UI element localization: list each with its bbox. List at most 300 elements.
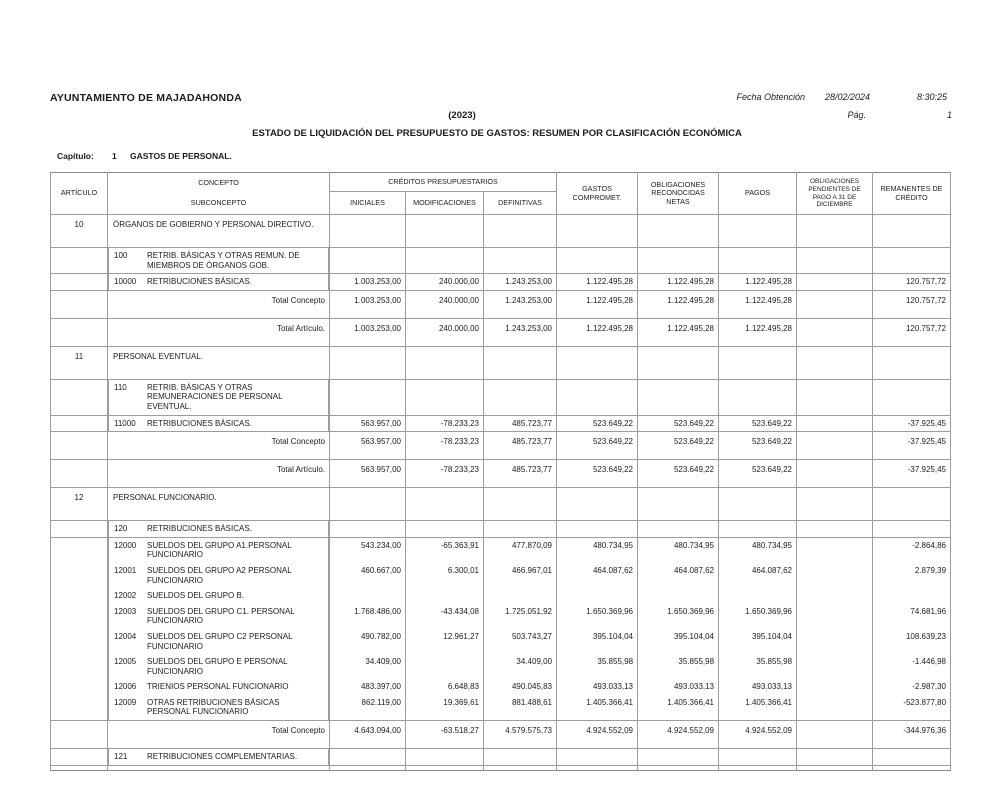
value-cell: -78.233,23: [406, 415, 484, 432]
value-cell: [330, 248, 406, 274]
value-cell: -344.976,36: [873, 721, 951, 749]
value-cell: [330, 215, 406, 248]
value-cell: 485.723,77: [484, 432, 557, 460]
value-cell: [484, 588, 557, 604]
value-cell: [797, 588, 873, 604]
col-header-definitivas: DEFINITIVAS: [484, 192, 557, 215]
value-cell: 466.967,01: [484, 563, 557, 588]
value-cell: 480.734,95: [638, 537, 719, 563]
value-cell: [797, 521, 873, 538]
sub-code: 12003: [114, 606, 137, 616]
table-row-12003: [51, 604, 951, 629]
value-cell: [557, 765, 638, 770]
value-cell: [638, 765, 719, 770]
articulo-code-cell: [51, 248, 108, 274]
table-row-12002: [51, 588, 951, 604]
value-cell: [638, 248, 719, 274]
concepto-cell: [108, 654, 329, 679]
value-cell: 464.087,62: [719, 563, 797, 588]
value-cell: [638, 346, 719, 379]
col-header-pagos: PAGOS: [719, 173, 797, 215]
table-row-11000: [51, 415, 951, 432]
value-cell: 490.045,83: [484, 679, 557, 695]
value-cell: -2.987,30: [873, 679, 951, 695]
articulo-code-cell: [51, 563, 108, 588]
articulo-code-cell: [51, 318, 108, 346]
col-header-obligaciones-pendientes: OBLIGACIONES PENDIENTES DE PAGO A 31 DE DICIEMBRE: [797, 173, 873, 215]
value-cell: -65.363,91: [406, 537, 484, 563]
value-cell: -37.925,45: [873, 432, 951, 460]
value-cell: [719, 379, 797, 415]
sub-description: OTRAS RETRIBUCIONES BÁSICAS PERSONAL FUNCIONARIO: [147, 697, 280, 717]
value-cell: [873, 588, 951, 604]
value-cell: [330, 749, 406, 766]
value-cell: [557, 248, 638, 274]
value-cell: 1.650.369,96: [557, 604, 638, 629]
value-cell: 240.000,00: [406, 290, 484, 318]
value-cell: -37.925,45: [873, 460, 951, 488]
pagina-value: 1: [946, 110, 952, 120]
concepto-cell: [108, 416, 329, 432]
capitulo-label: Capítulo:: [57, 151, 94, 161]
concepto-cell: [108, 274, 329, 290]
col-header-subconcepto: SUBCONCEPTO: [190, 197, 247, 207]
articulo-code-cell: [51, 765, 108, 770]
value-cell: 2.879,39: [873, 563, 951, 588]
value-cell: [406, 488, 484, 521]
value-cell: [330, 379, 406, 415]
value-cell: 35.855,98: [638, 654, 719, 679]
value-cell: [406, 654, 484, 679]
value-cell: 1.122.495,28: [719, 274, 797, 291]
value-cell: 480.734,95: [557, 537, 638, 563]
value-cell: [484, 521, 557, 538]
value-cell: [797, 432, 873, 460]
value-cell: -63.518,27: [406, 721, 484, 749]
col-header-iniciales: INICIALES: [330, 192, 406, 215]
value-cell: [873, 379, 951, 415]
value-cell: [406, 749, 484, 766]
value-cell: 1.768.486,00: [330, 604, 406, 629]
articulo-description: ÓRGANOS DE GOBIERNO Y PERSONAL DIRECTIVO.: [113, 220, 314, 229]
concepto-cell: [108, 460, 330, 488]
articulo-code-cell: [51, 537, 108, 563]
table-row-120: [51, 521, 951, 538]
value-cell: [719, 346, 797, 379]
value-cell: [484, 749, 557, 766]
fecha-obtencion-time: 8:30:25: [916, 92, 947, 102]
value-cell: [638, 588, 719, 604]
value-cell: 460.667,00: [330, 563, 406, 588]
value-cell: 1.122.495,28: [638, 290, 719, 318]
value-cell: [797, 488, 873, 521]
concepto-cell: [108, 318, 330, 346]
value-cell: 477.870,09: [484, 537, 557, 563]
value-cell: 1.243.253,00: [484, 318, 557, 346]
fecha-obtencion-label: Fecha Obtención: [736, 92, 805, 102]
concepto-cell: [108, 695, 329, 720]
value-cell: 1.122.495,28: [557, 290, 638, 318]
table-header: [51, 173, 951, 215]
col-header-articulo: ARTÍCULO: [51, 173, 108, 215]
value-cell: [557, 215, 638, 248]
concepto-code: 110: [114, 382, 127, 392]
value-cell: 4.924.552,09: [719, 721, 797, 749]
value-cell: [638, 215, 719, 248]
value-cell: 4.579.575,73: [484, 721, 557, 749]
articulo-code-cell: [51, 379, 108, 415]
value-cell: -43.434,08: [406, 604, 484, 629]
value-cell: 543.234,00: [330, 537, 406, 563]
table-row-11: [51, 346, 951, 379]
value-cell: -78.233,23: [406, 460, 484, 488]
value-cell: 12.961,27: [406, 629, 484, 654]
value-cell: [873, 521, 951, 538]
sub-code: 12004: [114, 631, 137, 641]
sub-code: 12001: [114, 565, 137, 575]
sub-description: SUELDOS DEL GRUPO C1. PERSONAL FUNCIONARIO: [147, 606, 295, 626]
table-row-12005: [51, 654, 951, 679]
sub-description: RETRIBUCIONES BÁSICAS.: [147, 418, 252, 428]
value-cell: 480.734,95: [719, 537, 797, 563]
total-label: Total Concepto: [271, 295, 325, 305]
value-cell: [719, 215, 797, 248]
concepto-cell: [108, 765, 330, 770]
value-cell: [330, 588, 406, 604]
value-cell: 240.000,00: [406, 318, 484, 346]
value-cell: [406, 346, 484, 379]
value-cell: [557, 588, 638, 604]
value-cell: 464.087,62: [557, 563, 638, 588]
concepto-code: 121: [114, 752, 128, 762]
value-cell: 1.122.495,28: [719, 318, 797, 346]
concepto-description: RETRIBUCIONES COMPLEMENTARIAS.: [147, 752, 298, 762]
table-row-100: [51, 248, 951, 274]
value-cell: -78.233,23: [406, 432, 484, 460]
value-cell: [484, 215, 557, 248]
value-cell: 563.957,00: [330, 432, 406, 460]
articulo-code-cell: 11: [51, 346, 108, 379]
table-row-10000: [51, 274, 951, 291]
col-header-concepto-subconcepto: [108, 173, 330, 215]
value-cell: 4.643.094,00: [330, 721, 406, 749]
table-row-12006: [51, 679, 951, 695]
value-cell: [406, 215, 484, 248]
value-cell: -523.877,80: [873, 695, 951, 721]
pagina-label: Pág.: [847, 110, 866, 120]
sub-description: SUELDOS DEL GRUPO B.: [147, 591, 245, 601]
sub-code: 11000: [114, 418, 136, 428]
value-cell: 523.649,22: [638, 415, 719, 432]
value-cell: [797, 248, 873, 274]
value-cell: [797, 318, 873, 346]
value-cell: 862.119,00: [330, 695, 406, 721]
value-cell: [797, 721, 873, 749]
total-label: Total Artículo.: [276, 465, 325, 475]
concepto-cell: [108, 380, 329, 415]
table-row-12001: [51, 563, 951, 588]
col-header-obligaciones-reconocidas: OBLIGACIONES RECONOCIDAS NETAS: [638, 173, 719, 215]
value-cell: 240.000,00: [406, 274, 484, 291]
concepto-cell: [108, 290, 330, 318]
sub-description: RETRIBUCIONES BÁSICAS.: [147, 277, 252, 287]
value-cell: [797, 379, 873, 415]
value-cell: 4.924.552,09: [638, 721, 719, 749]
value-cell: 523.649,22: [719, 432, 797, 460]
value-cell: 523.649,22: [719, 460, 797, 488]
concepto-cell: [108, 248, 329, 273]
value-cell: [557, 346, 638, 379]
value-cell: 1.243.253,00: [484, 274, 557, 291]
value-cell: 563.957,00: [330, 415, 406, 432]
value-cell: [797, 765, 873, 770]
table-row-12009: [51, 695, 951, 721]
value-cell: 1.122.495,28: [638, 274, 719, 291]
value-cell: 493.033,13: [719, 679, 797, 695]
value-cell: [797, 695, 873, 721]
value-cell: [873, 346, 951, 379]
value-cell: -1.446,98: [873, 654, 951, 679]
value-cell: 483.397,00: [330, 679, 406, 695]
articulo-code-cell: [51, 588, 108, 604]
table-row-empty: [51, 765, 951, 770]
value-cell: [484, 488, 557, 521]
value-cell: [638, 488, 719, 521]
table-row-total-art-culo-: [51, 318, 951, 346]
value-cell: 464.087,62: [638, 563, 719, 588]
articulo-code-cell: [51, 521, 108, 538]
value-cell: 493.033,13: [638, 679, 719, 695]
concepto-description: RETRIBUCIONES BÁSICAS.: [147, 524, 252, 534]
capitulo-number: 1: [112, 151, 117, 161]
value-cell: -2.864,86: [873, 537, 951, 563]
sub-code: 12006: [114, 682, 137, 692]
organization-name: AYUNTAMIENTO DE MAJADAHONDA: [50, 92, 242, 104]
value-cell: [484, 346, 557, 379]
total-label: Total Artículo.: [276, 323, 325, 333]
articulo-code-cell: [51, 721, 108, 749]
articulo-code-cell: [51, 749, 108, 766]
value-cell: [557, 488, 638, 521]
sub-code: 12000: [114, 540, 137, 550]
value-cell: 120.757,72: [873, 318, 951, 346]
value-cell: 490.782,00: [330, 629, 406, 654]
value-cell: [406, 765, 484, 770]
value-cell: 523.649,22: [557, 460, 638, 488]
value-cell: [797, 563, 873, 588]
value-cell: [330, 521, 406, 538]
value-cell: 19.369,61: [406, 695, 484, 721]
table-row-total-concepto: [51, 290, 951, 318]
value-cell: [873, 248, 951, 274]
concepto-code: 120: [114, 524, 128, 534]
value-cell: 1.122.495,28: [638, 318, 719, 346]
articulo-description: PERSONAL FUNCIONARIO.: [113, 493, 217, 503]
value-cell: [719, 248, 797, 274]
value-cell: [638, 521, 719, 538]
value-cell: 34.409,00: [330, 654, 406, 679]
concepto-description: RETRIB. BÁSICAS Y OTRAS REMUN. DE MIEMBROS DE ÓRGANOS GOB.: [147, 251, 300, 270]
concepto-cell: [108, 679, 329, 695]
value-cell: [557, 749, 638, 766]
articulo-code-cell: [51, 695, 108, 721]
sub-description: SUELDOS DEL GRUPO A2 PERSONAL FUNCIONARIO: [147, 565, 292, 585]
value-cell: 1.405.366,41: [638, 695, 719, 721]
concepto-cell: [108, 488, 330, 521]
col-header-concepto: CONCEPTO: [198, 177, 239, 187]
articulo-code-cell: [51, 654, 108, 679]
table-row-12000: [51, 537, 951, 563]
value-cell: [797, 749, 873, 766]
value-cell: [406, 521, 484, 538]
value-cell: 523.649,22: [557, 415, 638, 432]
value-cell: 1.122.495,28: [557, 274, 638, 291]
col-header-modificaciones: MODIFICACIONES: [406, 192, 484, 215]
total-label: Total Concepto: [271, 726, 325, 736]
ejercicio-year: (2023): [448, 110, 476, 121]
budget-table: [50, 172, 951, 771]
value-cell: 1.243.253,00: [484, 290, 557, 318]
value-cell: [719, 521, 797, 538]
value-cell: [484, 379, 557, 415]
concepto-cell: [108, 215, 330, 248]
value-cell: 1.003.253,00: [330, 274, 406, 291]
value-cell: [797, 274, 873, 291]
sub-description: SUELDOS DEL GRUPO E PERSONAL FUNCIONARIO: [147, 657, 288, 676]
value-cell: 395.104,04: [719, 629, 797, 654]
value-cell: [557, 379, 638, 415]
value-cell: 881.488,61: [484, 695, 557, 721]
value-cell: 120.757,72: [873, 290, 951, 318]
value-cell: [873, 749, 951, 766]
value-cell: [719, 488, 797, 521]
value-cell: 6.300,01: [406, 563, 484, 588]
total-label: Total Concepto: [271, 437, 325, 447]
value-cell: [797, 290, 873, 318]
articulo-code-cell: 12: [51, 488, 108, 521]
table-row-12: [51, 488, 951, 521]
value-cell: [484, 765, 557, 770]
concepto-cell: [108, 346, 330, 379]
capitulo-name: GASTOS DE PERSONAL.: [130, 151, 232, 161]
value-cell: 1.650.369,96: [638, 604, 719, 629]
value-cell: 563.957,00: [330, 460, 406, 488]
articulo-code-cell: [51, 415, 108, 432]
value-cell: 485.723,77: [484, 460, 557, 488]
value-cell: [797, 460, 873, 488]
articulo-code-cell: 10: [51, 215, 108, 248]
articulo-code-cell: [51, 290, 108, 318]
value-cell: 503.743,27: [484, 629, 557, 654]
value-cell: 1.405.366,41: [719, 695, 797, 721]
articulo-description: PERSONAL EVENTUAL.: [113, 351, 203, 361]
sub-description: TRIENIOS PERSONAL FUNCIONARIO: [147, 682, 289, 692]
value-cell: 35.855,98: [557, 654, 638, 679]
value-cell: [638, 379, 719, 415]
col-header-gastos-comprometidos: GASTOS COMPROMET.: [557, 173, 638, 215]
value-cell: [719, 765, 797, 770]
value-cell: [873, 488, 951, 521]
articulo-code-cell: [51, 679, 108, 695]
concepto-description: RETRIB. BÁSICAS Y OTRAS REMUNERACIONES DE PERSONAL EVENTUAL.: [147, 382, 283, 411]
table-row-12004: [51, 629, 951, 654]
sub-code: 12005: [114, 657, 137, 667]
sub-description: SUELDOS DEL GRUPO C2 PERSONAL FUNCIONARIO: [147, 631, 293, 651]
value-cell: 1.725.051,92: [484, 604, 557, 629]
value-cell: 395.104,04: [638, 629, 719, 654]
value-cell: 1.122.495,28: [719, 290, 797, 318]
concepto-code: 100: [114, 251, 128, 260]
value-cell: 35.855,98: [719, 654, 797, 679]
value-cell: [873, 765, 951, 770]
value-cell: 108.639,23: [873, 629, 951, 654]
value-cell: [797, 537, 873, 563]
value-cell: 34.409,00: [484, 654, 557, 679]
value-cell: [330, 346, 406, 379]
articulo-code-cell: [51, 432, 108, 460]
value-cell: [797, 679, 873, 695]
value-cell: [406, 588, 484, 604]
col-header-remanentes: REMANENTES DE CRÉDITO: [873, 173, 951, 215]
value-cell: [557, 521, 638, 538]
value-cell: 74.681,96: [873, 604, 951, 629]
value-cell: 493.033,13: [557, 679, 638, 695]
sub-code: 12009: [114, 697, 137, 707]
value-cell: [330, 488, 406, 521]
value-cell: [638, 749, 719, 766]
value-cell: [797, 654, 873, 679]
table-row-110: [51, 379, 951, 415]
value-cell: 120.757,72: [873, 274, 951, 291]
concepto-cell: [108, 538, 329, 563]
value-cell: [797, 415, 873, 432]
value-cell: 1.003.253,00: [330, 318, 406, 346]
value-cell: [330, 765, 406, 770]
value-cell: 523.649,22: [638, 460, 719, 488]
articulo-code-cell: [51, 460, 108, 488]
col-header-creditos-presupuestarios: CRÉDITOS PRESUPUESTARIOS: [330, 173, 557, 192]
value-cell: -37.925,45: [873, 415, 951, 432]
value-cell: [797, 346, 873, 379]
concepto-cell: [108, 521, 329, 537]
table-row-10: [51, 215, 951, 248]
value-cell: [797, 604, 873, 629]
value-cell: [406, 248, 484, 274]
value-cell: 485.723,77: [484, 415, 557, 432]
value-cell: 395.104,04: [557, 629, 638, 654]
value-cell: 523.649,22: [557, 432, 638, 460]
value-cell: 523.649,22: [638, 432, 719, 460]
value-cell: 523.649,22: [719, 415, 797, 432]
articulo-code-cell: [51, 629, 108, 654]
table-row-121: [51, 749, 951, 766]
articulo-code-cell: [51, 604, 108, 629]
value-cell: [797, 215, 873, 248]
value-cell: 1.405.366,41: [557, 695, 638, 721]
table-body: [51, 215, 951, 771]
concepto-cell: [108, 749, 329, 765]
concepto-cell: [108, 721, 330, 749]
value-cell: [719, 749, 797, 766]
value-cell: 1.650.369,96: [719, 604, 797, 629]
value-cell: 4.924.552,09: [557, 721, 638, 749]
value-cell: 1.122.495,28: [557, 318, 638, 346]
sub-description: SUELDOS DEL GRUPO A1.PERSONAL FUNCIONARIO: [147, 540, 292, 560]
value-cell: 6.648,83: [406, 679, 484, 695]
value-cell: [719, 588, 797, 604]
table-row-total-concepto: [51, 432, 951, 460]
fecha-obtencion-date: 28/02/2024: [824, 92, 870, 102]
